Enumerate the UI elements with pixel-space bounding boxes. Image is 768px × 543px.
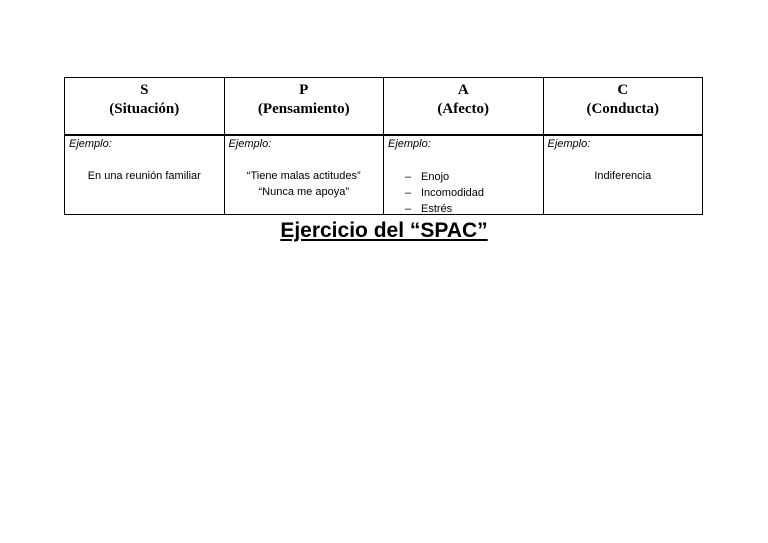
bullet-dash: – bbox=[405, 170, 412, 183]
example-label: Ejemplo: bbox=[547, 137, 591, 150]
cell-afecto bbox=[384, 135, 544, 215]
cell-conducta bbox=[543, 135, 703, 215]
header-afecto bbox=[384, 78, 544, 135]
cell-situacion bbox=[65, 135, 225, 215]
header-word: (Conducta) bbox=[586, 101, 659, 117]
afecto-item: Enojo bbox=[421, 170, 450, 183]
situacion-text: En una reunión familiar bbox=[87, 169, 201, 182]
header-word: (Pensamiento) bbox=[257, 101, 350, 117]
header-word: (Afecto) bbox=[437, 101, 490, 117]
list-item bbox=[405, 201, 484, 217]
afecto-item: Incomodidad bbox=[421, 186, 484, 199]
list-item bbox=[405, 169, 484, 185]
header-situacion bbox=[65, 78, 225, 135]
page-title: Ejercicio del “SPAC” bbox=[280, 219, 488, 242]
afecto-item: Estrés bbox=[421, 202, 453, 215]
header-letter: A bbox=[457, 82, 469, 98]
example-label: Ejemplo: bbox=[388, 137, 431, 150]
spac-table bbox=[64, 77, 703, 215]
pensamiento-line: “Nunca me apoya” bbox=[258, 185, 349, 198]
bullet-dash: – bbox=[405, 202, 412, 215]
header-pensamiento bbox=[224, 78, 384, 135]
header-letter: P bbox=[299, 82, 309, 98]
pensamiento-line: “Tiene malas actitudes” bbox=[246, 169, 361, 182]
header-conducta bbox=[543, 78, 703, 135]
conducta-text: Indiferencia bbox=[594, 169, 652, 182]
cell-pensamiento bbox=[224, 135, 384, 215]
afecto-list bbox=[405, 169, 484, 217]
example-label: Ejemplo: bbox=[69, 137, 112, 150]
pensamiento-text bbox=[225, 168, 384, 200]
example-row bbox=[65, 135, 703, 215]
header-letter: S bbox=[140, 82, 149, 98]
header-word: (Situación) bbox=[109, 101, 180, 117]
header-letter: C bbox=[617, 82, 629, 98]
bullet-dash: – bbox=[405, 186, 412, 199]
list-item bbox=[405, 185, 484, 201]
example-label: Ejemplo: bbox=[228, 137, 272, 150]
header-row bbox=[65, 78, 703, 135]
